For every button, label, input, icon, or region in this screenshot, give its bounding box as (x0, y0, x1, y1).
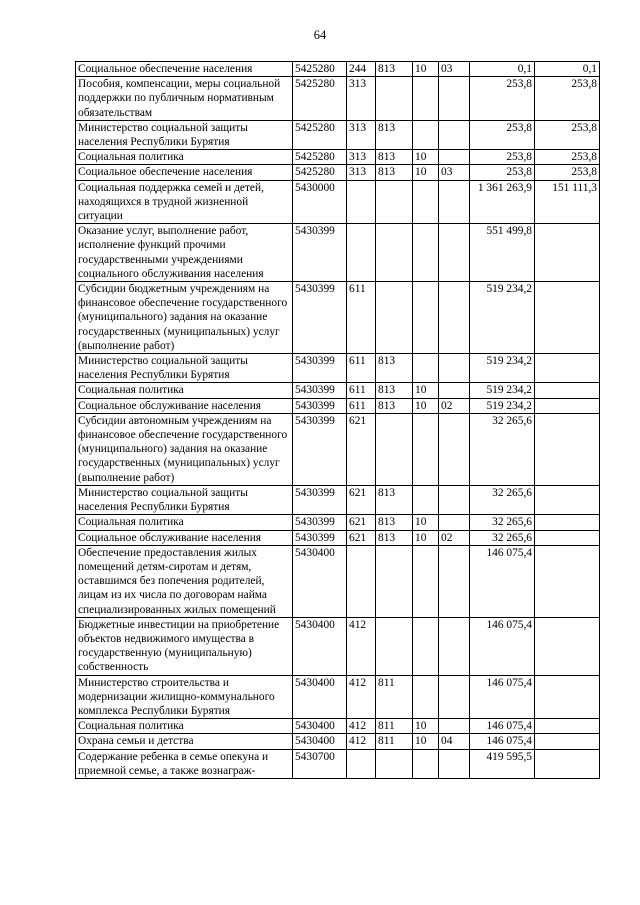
administrator-cell (376, 413, 413, 485)
amount-federal-cell (535, 749, 600, 778)
target-article-cell: 5430399 (293, 530, 347, 545)
section-cell: 10 (413, 530, 439, 545)
table-row (76, 398, 600, 413)
section-cell (413, 180, 439, 224)
table-row (76, 413, 600, 485)
amount-total-cell: 253,8 (470, 150, 535, 165)
expense-type-cell: 313 (347, 77, 376, 121)
amount-federal-cell (535, 282, 600, 354)
amount-total-cell: 32 265,6 (470, 485, 535, 514)
subsection-cell (439, 515, 470, 530)
page-number: 64 (313, 28, 327, 42)
target-article-cell: 5430400 (293, 617, 347, 675)
amount-total-cell: 0,1 (470, 62, 535, 77)
row-name-cell: Социальное обслуживание населения (76, 398, 293, 413)
row-name-cell: Министерство социальной защиты населения Республики Бурятия (76, 354, 293, 383)
expense-type-cell: 611 (347, 398, 376, 413)
target-article-cell: 5425280 (293, 150, 347, 165)
target-article-cell: 5425280 (293, 77, 347, 121)
expense-type-cell: 412 (347, 617, 376, 675)
amount-total-cell: 419 595,5 (470, 749, 535, 778)
section-cell (413, 413, 439, 485)
target-article-cell: 5430700 (293, 749, 347, 778)
table-row (76, 150, 600, 165)
administrator-cell (376, 617, 413, 675)
target-article-cell: 5430400 (293, 675, 347, 719)
administrator-cell (376, 749, 413, 778)
section-cell (413, 545, 439, 617)
row-name-cell: Оказание услуг, выполнение работ, исполнение функций прочими государственными учреждениями социального обслуживания населения (76, 224, 293, 282)
target-article-cell: 5430399 (293, 398, 347, 413)
row-name-cell: Охрана семьи и детства (76, 734, 293, 749)
row-name-cell: Социальное обслуживание населения (76, 530, 293, 545)
row-name-cell: Пособия, компенсации, меры социальной поддержки по публичным нормативным обязательствам (76, 77, 293, 121)
administrator-cell (376, 180, 413, 224)
table-row (76, 180, 600, 224)
row-name-cell: Содержание ребенка в семье опекуна и приемной семье, а также вознаграж- (76, 749, 293, 778)
table-row (76, 734, 600, 749)
subsection-cell (439, 413, 470, 485)
administrator-cell (376, 224, 413, 282)
subsection-cell: 02 (439, 398, 470, 413)
expense-type-cell (347, 180, 376, 224)
table-row (76, 485, 600, 514)
table-row (76, 675, 600, 719)
amount-total-cell: 253,8 (470, 77, 535, 121)
section-cell (413, 282, 439, 354)
administrator-cell (376, 545, 413, 617)
row-name-cell: Субсидии автономным учреждениям на финансовое обеспечение государственного (муниципального) задания на оказание государственных (муниципальных) услуг (выполнение работ) (76, 413, 293, 485)
amount-total-cell: 32 265,6 (470, 413, 535, 485)
administrator-cell: 813 (376, 150, 413, 165)
amount-federal-cell (535, 485, 600, 514)
amount-federal-cell (535, 719, 600, 734)
target-article-cell: 5430399 (293, 383, 347, 398)
administrator-cell: 813 (376, 354, 413, 383)
target-article-cell: 5430400 (293, 734, 347, 749)
expense-type-cell: 244 (347, 62, 376, 77)
section-cell (413, 120, 439, 149)
section-cell: 10 (413, 150, 439, 165)
expense-type-cell: 611 (347, 354, 376, 383)
subsection-cell (439, 77, 470, 121)
row-name-cell: Социальная политика (76, 719, 293, 734)
section-cell: 10 (413, 734, 439, 749)
amount-federal-cell: 151 111,3 (535, 180, 600, 224)
subsection-cell (439, 180, 470, 224)
subsection-cell (439, 675, 470, 719)
expense-type-cell: 313 (347, 120, 376, 149)
amount-federal-cell (535, 413, 600, 485)
amount-total-cell: 146 075,4 (470, 617, 535, 675)
amount-federal-cell: 253,8 (535, 165, 600, 180)
amount-total-cell: 519 234,2 (470, 282, 535, 354)
administrator-cell: 813 (376, 383, 413, 398)
amount-total-cell: 146 075,4 (470, 545, 535, 617)
amount-federal-cell: 253,8 (535, 150, 600, 165)
table-row (76, 530, 600, 545)
amount-federal-cell (535, 383, 600, 398)
row-name-cell: Социальная политика (76, 515, 293, 530)
administrator-cell (376, 282, 413, 354)
amount-federal-cell (535, 675, 600, 719)
target-article-cell: 5430399 (293, 224, 347, 282)
section-cell (413, 485, 439, 514)
subsection-cell: 02 (439, 530, 470, 545)
section-cell: 10 (413, 165, 439, 180)
subsection-cell (439, 224, 470, 282)
target-article-cell: 5425280 (293, 165, 347, 180)
target-article-cell: 5430399 (293, 282, 347, 354)
expense-type-cell: 412 (347, 675, 376, 719)
target-article-cell: 5430400 (293, 545, 347, 617)
expense-type-cell: 621 (347, 485, 376, 514)
budget-table (75, 61, 600, 779)
administrator-cell: 813 (376, 120, 413, 149)
expense-type-cell: 412 (347, 719, 376, 734)
table-row (76, 165, 600, 180)
target-article-cell: 5430400 (293, 719, 347, 734)
target-article-cell: 5430399 (293, 485, 347, 514)
amount-total-cell: 1 361 263,9 (470, 180, 535, 224)
target-article-cell: 5430399 (293, 515, 347, 530)
section-cell (413, 224, 439, 282)
amount-total-cell: 146 075,4 (470, 734, 535, 749)
amount-federal-cell (535, 398, 600, 413)
section-cell (413, 749, 439, 778)
amount-total-cell: 253,8 (470, 165, 535, 180)
target-article-cell: 5425280 (293, 120, 347, 149)
table-row (76, 749, 600, 778)
row-name-cell: Министерство строительства и модернизации жилищно-коммунального комплекса Республики Бурятия (76, 675, 293, 719)
amount-federal-cell (535, 617, 600, 675)
target-article-cell: 5430399 (293, 413, 347, 485)
table-row (76, 515, 600, 530)
section-cell: 10 (413, 62, 439, 77)
table-body (76, 62, 600, 779)
section-cell: 10 (413, 515, 439, 530)
row-name-cell: Социальная политика (76, 383, 293, 398)
table-row (76, 77, 600, 121)
table-row (76, 120, 600, 149)
row-name-cell: Социальное обеспечение населения (76, 62, 293, 77)
table-row (76, 62, 600, 77)
expense-type-cell: 611 (347, 282, 376, 354)
amount-federal-cell: 253,8 (535, 77, 600, 121)
target-article-cell: 5430000 (293, 180, 347, 224)
amount-total-cell: 519 234,2 (470, 398, 535, 413)
row-name-cell: Социальное обеспечение населения (76, 165, 293, 180)
table-row (76, 383, 600, 398)
amount-total-cell: 519 234,2 (470, 383, 535, 398)
administrator-cell: 813 (376, 62, 413, 77)
row-name-cell: Министерство социальной защиты населения Республики Бурятия (76, 485, 293, 514)
amount-federal-cell (535, 545, 600, 617)
expense-type-cell: 313 (347, 150, 376, 165)
section-cell: 10 (413, 719, 439, 734)
section-cell: 10 (413, 383, 439, 398)
administrator-cell: 813 (376, 485, 413, 514)
amount-total-cell: 32 265,6 (470, 515, 535, 530)
table-row (76, 224, 600, 282)
subsection-cell (439, 354, 470, 383)
amount-federal-cell: 253,8 (535, 120, 600, 149)
table-row (76, 719, 600, 734)
administrator-cell: 813 (376, 530, 413, 545)
table-row (76, 354, 600, 383)
amount-total-cell: 551 499,8 (470, 224, 535, 282)
subsection-cell (439, 617, 470, 675)
amount-total-cell: 146 075,4 (470, 675, 535, 719)
subsection-cell (439, 120, 470, 149)
expense-type-cell: 621 (347, 515, 376, 530)
table-row (76, 545, 600, 617)
table-row (76, 617, 600, 675)
amount-federal-cell (535, 734, 600, 749)
expense-type-cell (347, 545, 376, 617)
section-cell (413, 77, 439, 121)
section-cell (413, 354, 439, 383)
administrator-cell: 811 (376, 734, 413, 749)
subsection-cell: 04 (439, 734, 470, 749)
expense-type-cell: 621 (347, 530, 376, 545)
target-article-cell: 5425280 (293, 62, 347, 77)
expense-type-cell: 621 (347, 413, 376, 485)
subsection-cell (439, 383, 470, 398)
expense-type-cell (347, 224, 376, 282)
subsection-cell (439, 150, 470, 165)
table-row (76, 282, 600, 354)
subsection-cell (439, 282, 470, 354)
row-name-cell: Социальная поддержка семей и детей, находящихся в трудной жизненной ситуации (76, 180, 293, 224)
row-name-cell: Обеспечение предоставления жилых помещений детям-сиротам и детям, оставшимся без попечения родителей, лицам из их числа по договорам найма специализированных жилых помещений (76, 545, 293, 617)
target-article-cell: 5430399 (293, 354, 347, 383)
section-cell: 10 (413, 398, 439, 413)
subsection-cell: 03 (439, 62, 470, 77)
amount-total-cell: 146 075,4 (470, 719, 535, 734)
expense-type-cell (347, 749, 376, 778)
administrator-cell: 813 (376, 515, 413, 530)
row-name-cell: Субсидии бюджетным учреждениям на финансовое обеспечение государственного (муниципального) задания на оказание государственных (муниципальных) услуг (выполнение работ) (76, 282, 293, 354)
administrator-cell: 811 (376, 719, 413, 734)
expense-type-cell: 611 (347, 383, 376, 398)
administrator-cell: 813 (376, 165, 413, 180)
expense-type-cell: 313 (347, 165, 376, 180)
row-name-cell: Бюджетные инвестиции на приобретение объектов недвижимого имущества в государственную (муниципальную) собственность (76, 617, 293, 675)
subsection-cell (439, 749, 470, 778)
subsection-cell: 03 (439, 165, 470, 180)
amount-total-cell: 32 265,6 (470, 530, 535, 545)
amount-federal-cell (535, 354, 600, 383)
subsection-cell (439, 545, 470, 617)
amount-federal-cell (535, 530, 600, 545)
row-name-cell: Министерство социальной защиты населения Республики Бурятия (76, 120, 293, 149)
section-cell (413, 617, 439, 675)
administrator-cell (376, 77, 413, 121)
amount-total-cell: 253,8 (470, 120, 535, 149)
subsection-cell (439, 719, 470, 734)
administrator-cell: 811 (376, 675, 413, 719)
administrator-cell: 813 (376, 398, 413, 413)
amount-total-cell: 519 234,2 (470, 354, 535, 383)
expense-type-cell: 412 (347, 734, 376, 749)
amount-federal-cell (535, 515, 600, 530)
amount-federal-cell (535, 224, 600, 282)
row-name-cell: Социальная политика (76, 150, 293, 165)
amount-federal-cell: 0,1 (535, 62, 600, 77)
subsection-cell (439, 485, 470, 514)
section-cell (413, 675, 439, 719)
